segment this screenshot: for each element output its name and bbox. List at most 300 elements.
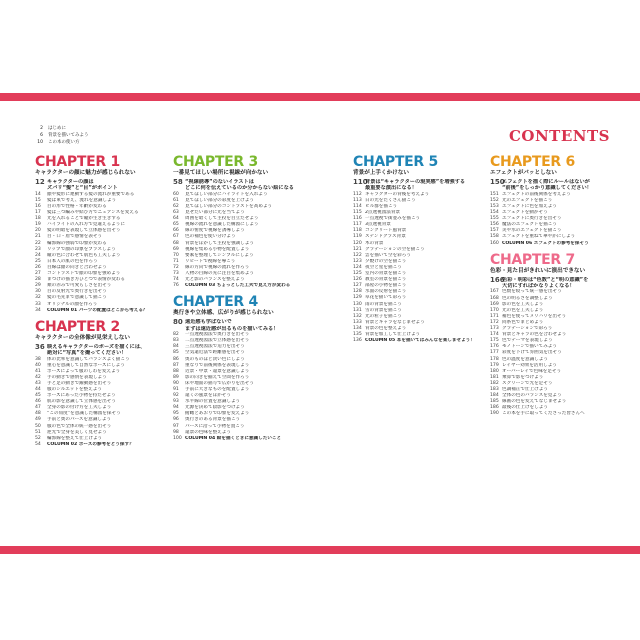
entry-page-number: 87: [173, 362, 179, 368]
entry-title: 顔や髪形に連動する髪の流れが重要である: [47, 191, 135, 197]
entry-page-number: 173: [490, 326, 499, 332]
entry-title: COLUMN 05 本を描いてはみんなを楽しませよう！: [365, 338, 475, 344]
toc-column-1: [35, 153, 167, 448]
entry-page-number: 160: [490, 240, 499, 246]
entry-page-number: 122: [353, 252, 362, 258]
entry-title: 日の光をたくさん描こう: [365, 197, 416, 203]
entry-title: 目線は顔の向きと合わせよう: [47, 264, 107, 270]
entry-title: 影の色を工夫しよう: [502, 301, 544, 307]
entry-page-number: 45: [35, 393, 41, 399]
entry-title: まずは遠近感が出るものを描いてみる！: [185, 325, 279, 332]
entry-title: 室内の背景を描こう: [365, 271, 407, 277]
entry-title: 夕焼けの空を描こう: [365, 258, 407, 264]
entry-page-number: 20: [35, 228, 41, 234]
entry-page-number: 86: [173, 356, 179, 362]
entry-title: 日本人の肌の色を作ろう: [47, 258, 98, 264]
entry-title: ステンドグラス背景: [365, 234, 406, 240]
entry-title: 光のエフェクトを描こう: [502, 197, 553, 203]
entry-page-number: 80: [173, 318, 183, 327]
entry-page-number: 58: [173, 178, 183, 186]
chapter-heading: CHAPTER 4: [173, 294, 258, 311]
entry-title: COLUMN 04 絵を描くときに意識したいこと: [185, 435, 282, 441]
entry-page-number: 60: [173, 191, 179, 197]
toc-entry[interactable]: [353, 338, 485, 344]
entry-page-number: 177: [490, 350, 499, 356]
entry-page-number: 168: [490, 295, 499, 301]
entry-page-number: 27: [35, 271, 41, 277]
entry-title: この本を手に取ってくださった皆さんへ: [502, 411, 585, 417]
entry-title: 雪の背景を描こう: [365, 307, 402, 313]
entry-title: 奥行きのある背景を描こう: [185, 417, 241, 423]
entry-title: 頬の赤みで可愛らしさを出そう: [47, 283, 112, 289]
toc-entry[interactable]: [173, 283, 305, 289]
toc-entry[interactable]: [490, 411, 622, 417]
entry-page-number: 153: [490, 204, 499, 209]
entry-title: 光源を決めて陰影をつけよう: [185, 405, 245, 411]
entry-title: 手と足の動きで躍動感を出そう: [47, 380, 112, 386]
entry-page-number: 116: [353, 216, 362, 222]
entry-title: 見てほしい部分の彩度を上げよう: [185, 197, 254, 203]
entry-title: 草花を描いて彩ろう: [365, 295, 407, 301]
entry-page-number: 54: [35, 441, 41, 447]
entry-title: コントラストで顔の印象を強めよう: [47, 271, 121, 277]
entry-page-number: 44: [35, 386, 41, 392]
entry-page-number: 152: [490, 197, 499, 203]
entry-title: 手前に大きなものを配置しよう: [185, 386, 250, 392]
entry-page-number: 16: [35, 204, 41, 209]
entry-title: 絶対に“写真”を撮ってください！: [47, 350, 127, 357]
entry-page-number: 38: [35, 356, 41, 362]
entry-title: “前後”をしっかり意識してください！: [502, 185, 592, 192]
entry-title: 髪の明暗を表現して立体感を出そう: [47, 228, 121, 234]
entry-title: 見てほしい部分にハイライトを入れよう: [185, 191, 268, 197]
chapter-subtitle: 一番見てほしい場所に視線が向かない: [173, 170, 269, 176]
entry-title: 教室の背景を描こう: [365, 277, 407, 283]
entry-page-number: 72: [173, 264, 179, 270]
entry-title: 大切にすればかなりよくなる！: [502, 283, 575, 290]
entry-page-number: 155: [490, 216, 499, 222]
entry-page-number: 95: [173, 411, 179, 417]
entry-title: どこに何を伝えているのか分からない絵になる: [185, 185, 294, 192]
entry-page-number: 21: [35, 234, 41, 240]
entry-title: 最重要な演出になる！: [365, 185, 417, 192]
entry-title: 近景・中景・遠景を意識しよう: [185, 368, 250, 374]
entry-title: 全身の影の付け方を工夫しよう: [47, 405, 112, 411]
entry-page-number: 182: [490, 380, 499, 386]
entry-page-number: 121: [353, 246, 362, 252]
entry-title: 遠近感も学ばないで: [185, 319, 232, 326]
entry-title: 最後の仕上げをしよう: [502, 405, 548, 411]
entry-page-number: 24: [35, 252, 41, 258]
chapter-heading: CHAPTER 7: [490, 251, 575, 268]
entry-page-number: 92: [173, 393, 179, 399]
entry-page-number: 117: [353, 222, 362, 228]
entry-title: エフェクトを重ねて華やかにしよう: [502, 234, 576, 240]
entry-page-number: 132: [353, 313, 362, 319]
entry-page-number: 76: [173, 283, 179, 289]
entry-title: 映えるキャラクターのポーズを描くには、: [47, 343, 146, 350]
entry-title: 輪郭線の強弱で印象が変わる: [47, 240, 107, 246]
entry-page-number: 171: [490, 313, 499, 319]
entry-title: COLUMN 03 ちょっとした工夫で見え方が変わる: [185, 283, 291, 289]
entry-page-number: 167: [490, 289, 499, 295]
entry-page-number: 68: [173, 240, 179, 246]
entry-page-number: 150: [490, 178, 505, 186]
entry-page-number: 14: [35, 191, 41, 197]
chapter-heading: CHAPTER 3: [173, 154, 258, 170]
entry-title: 周囲を暗くして主役を目立たせよう: [185, 216, 259, 222]
toc-column-3: [353, 153, 485, 344]
entry-page-number: 96: [173, 417, 179, 423]
entry-page-number: 119: [353, 234, 362, 240]
entry-page-number: 183: [490, 386, 499, 392]
chapter-gap: [173, 289, 305, 293]
entry-page-number: 151: [490, 191, 499, 197]
entry-page-number: 184: [490, 393, 499, 399]
entry-title: モノトーンで描いてみよう: [502, 344, 557, 350]
entry-page-number: 47: [35, 405, 41, 411]
entry-title: 背景の色を整えよう: [365, 325, 407, 331]
entry-title: COLUMN 01 パーツの配置はどこから考える？: [47, 307, 148, 313]
entry-title: 木の背景: [365, 240, 384, 246]
entry-page-number: 181: [490, 374, 499, 380]
entry-title: COLUMN 06 エフェクトの参考を探そう: [502, 240, 589, 246]
entry-title: 視線を集める小物を配置しよう: [185, 246, 250, 252]
entry-title: ズバリ“髪”と“目”がポイント: [47, 185, 118, 192]
entry-page-number: 36: [35, 342, 45, 351]
toc-column-2: [173, 153, 305, 442]
entry-page-number: 134: [353, 325, 362, 331]
entry-page-number: 123: [353, 258, 362, 264]
entry-page-number: 43: [35, 380, 41, 386]
entry-title: 炎や水のエフェクトを描こう: [502, 228, 562, 234]
entry-page-number: 90: [173, 380, 179, 386]
entry-title: “視線誘導”のないイラストは: [185, 179, 254, 185]
entry-title: ポーズにあった小物を持たせよう: [47, 393, 116, 399]
entry-page-number: 179: [490, 362, 499, 368]
entry-page-number: 93: [173, 399, 179, 405]
chapter-heading: CHAPTER 6: [490, 154, 575, 170]
entry-page-number: 29: [35, 283, 41, 289]
entry-title: 2点透視図法背景: [365, 210, 401, 216]
entry-page-number: 178: [490, 356, 499, 362]
entry-title: 色数を絞って統一感を出そう: [502, 289, 562, 295]
chapter-subtitle: 奥行きや立体感、広がりが感じられない: [173, 310, 274, 317]
entry-page-number: 185: [490, 399, 499, 405]
contents-title: CONTENTS: [508, 127, 610, 145]
entry-page-number: 136: [353, 338, 362, 344]
entry-page-number: 176: [490, 344, 499, 350]
entry-title: パースに沿って小物を置こう: [185, 423, 245, 429]
entry-title: 二点透視図法で立体感を出そう: [185, 338, 250, 344]
entry-page-number: 67: [173, 234, 179, 240]
entry-title: エフェクトを動かそう: [502, 210, 548, 216]
entry-page-number: 130: [353, 301, 362, 307]
entry-page-number: 49: [35, 417, 41, 423]
entry-title: 髪の毛先まで意識して描こう: [47, 295, 107, 301]
entry-title: 背景は“キャラクターの現実感”を増強する: [365, 179, 466, 185]
entry-page-number: 12: [35, 178, 45, 186]
entry-page-number: 25: [35, 258, 41, 264]
entry-page-number: 50: [35, 423, 41, 429]
entry-page-number: 63: [173, 210, 179, 216]
entry-title: 同系色でまとめよう: [502, 319, 544, 325]
entry-page-number: 97: [173, 423, 179, 429]
entry-page-number: 133: [353, 319, 362, 325]
entry-title: 水面の反射を描こう: [365, 289, 407, 295]
entry-page-number: 94: [173, 405, 179, 411]
bottom-color-band: [0, 546, 640, 554]
entry-page-number: 83: [173, 338, 179, 344]
entry-page-number: 174: [490, 332, 499, 338]
entry-page-number: 180: [490, 368, 499, 374]
entry-title: エフェクトに色を加えよう: [502, 204, 557, 209]
entry-title: キャラクターの背後を考えよう: [365, 191, 430, 197]
entry-page-number: 23: [35, 246, 41, 252]
entry-page-number: 131: [353, 307, 362, 313]
entry-title: キャラクターの顔は: [47, 179, 94, 185]
entry-page-number: 46: [35, 399, 41, 405]
entry-page-number: 98: [173, 429, 179, 435]
entry-title: 視線の流れを意識した構図にしよう: [185, 222, 259, 228]
entry-title: ハイライトの入れ方で見違えるように: [47, 222, 125, 228]
entry-title: 補色を使ってメリハリを出そう: [502, 313, 567, 319]
entry-title: 線の密度で視線を誘導しよう: [185, 228, 245, 234]
entry-page-number: 100: [173, 435, 182, 441]
entry-page-number: 190: [490, 411, 499, 417]
toc-entry[interactable]: [35, 442, 167, 448]
chapter-subtitle: エフェクトがパッとしない: [490, 170, 557, 176]
entry-title: グラデーションで彩ろう: [502, 326, 553, 332]
entry-title: 彩度を下げて雰囲気を出そう: [502, 350, 562, 356]
entry-page-number: 110: [353, 178, 368, 186]
entry-title: 線画の色を変えてなじませよう: [502, 399, 567, 405]
entry-title: 光を入れることで瞳が生き生きする: [47, 216, 121, 222]
entry-title: 線の方向で視線の流れを作ろう: [185, 264, 250, 270]
entry-page-number: 26: [35, 264, 41, 270]
entry-title: 見せたい部分に光を当てよう: [185, 210, 245, 216]
entry-page-number: 124: [353, 264, 362, 270]
entry-title: 人物の目線の先に注目を集めよう: [185, 271, 254, 277]
entry-page-number: 158: [490, 234, 499, 240]
entry-title: 三点透視図法で迫力を出そう: [185, 344, 245, 350]
entry-title: 輪郭線を整えて仕上げよう: [47, 435, 103, 441]
entry-title: 背景とキャラをなじませよう: [365, 319, 425, 325]
toc-page: [35, 125, 610, 540]
chapter-heading: CHAPTER 1: [35, 154, 120, 170]
entry-title: 色彩・明彩は“色数”と“明の意識”を: [502, 276, 589, 283]
entry-title: 肌の影を意識して立体感を出そう: [47, 399, 116, 405]
entry-title: コンクリート風背景: [365, 228, 407, 234]
entry-title: 背景とキャラの色を合わせよう: [502, 332, 567, 338]
entry-page-number: 113: [353, 197, 362, 203]
entry-title: まつげの描き方ひとつで表情が変わる: [47, 277, 126, 283]
entry-title: 色の温度を意識しよう: [502, 356, 548, 362]
entry-page-number: 62: [173, 204, 179, 209]
chapter-gap: [490, 247, 622, 251]
entry-page-number: 17: [35, 210, 41, 216]
entry-page-number: 61: [173, 197, 179, 203]
entry-title: エフェクトに奥行きを出そう: [502, 216, 562, 222]
entry-title: 背景をぼかして主役を強調しよう: [185, 240, 254, 246]
intro-item: 2 はじめに: [40, 126, 66, 131]
entry-title: 影の向きを揃えて空間を作ろう: [185, 374, 250, 380]
intro-item: 6 背景を描いてみよう: [40, 133, 89, 138]
entry-title: ビル群を描こう: [365, 204, 398, 209]
entry-title: レイヤー効果を活用しよう: [502, 362, 557, 368]
entry-page-number: 88: [173, 368, 179, 374]
chapter-gap: [35, 314, 167, 318]
entry-page-number: 34: [35, 307, 41, 313]
entry-title: 要素を整理してシンプルにしよう: [185, 252, 254, 258]
entry-page-number: 126: [353, 277, 362, 283]
entry-page-number: 65: [173, 222, 179, 228]
entry-page-number: 19: [35, 222, 41, 228]
chapter-subtitle: 背景が上手くかけない: [353, 170, 409, 176]
entry-page-number: 114: [353, 204, 362, 209]
entry-page-number: 70: [173, 252, 179, 258]
entry-title: 色の明るさを調整しよう: [502, 295, 553, 301]
entry-title: 遠くの風景をぼかそう: [185, 393, 231, 399]
entry-page-number: 115: [353, 210, 362, 216]
entry-page-number: 30: [35, 289, 41, 295]
entry-title: 手の動きで感情を表現しよう: [47, 374, 107, 380]
entry-title: 水平線の位置を意識しよう: [185, 399, 241, 405]
entry-title: オーバーレイで色味を足そう: [502, 368, 562, 374]
toc-column-4: [490, 153, 622, 417]
intro-item: 10 この本の使い方: [37, 140, 80, 145]
entry-title: 夜空と星を描こう: [365, 264, 402, 270]
entry-title: 髪は三つ編みや結び方でニュアンスを変える: [47, 210, 139, 216]
entry-title: 色でテーマを表現しよう: [502, 338, 553, 344]
entry-page-number: 166: [490, 275, 505, 284]
entry-title: スクリーンで光を足そう: [502, 380, 553, 386]
entry-title: 髪は束で考え、流れを意識しよう: [47, 197, 117, 203]
entry-page-number: 135: [353, 331, 362, 337]
entry-title: 雲を描いて空を彩ろう: [365, 252, 411, 258]
entry-title: 一点透視で街並みを描こう: [365, 216, 421, 222]
entry-page-number: 69: [173, 246, 179, 252]
entry-title: 服の色で全体の統一感を出そう: [47, 423, 112, 429]
entry-page-number: 154: [490, 210, 499, 216]
entry-title: COLUMN 02 ポーズの参考をどう探す？: [47, 441, 134, 447]
entry-title: 奥のものほど淡い色にしよう: [185, 356, 245, 362]
entry-page-number: 71: [173, 258, 179, 264]
entry-title: 色調補正で仕上げよう: [502, 386, 548, 392]
entry-title: 一点透視図法で奥行きを出そう: [185, 332, 250, 338]
entry-title: エフェクトの前後関係を考えよう: [502, 191, 571, 197]
entry-title: 色の補色を使い分けよう: [185, 234, 236, 240]
entry-title: 3点透視背景: [365, 222, 391, 228]
entry-title: 見てほしい部分のコントラストを高めよう: [185, 204, 273, 209]
entry-page-number: 85: [173, 350, 179, 356]
entry-title: 雨の背景を描こう: [365, 301, 402, 307]
toc-entry[interactable]: [35, 308, 167, 314]
entry-title: 光と影のバランスを整えよう: [185, 277, 245, 283]
entry-title: 光の粒子を描こう: [365, 313, 402, 319]
entry-title: 背景を加工して仕上げよう: [365, 331, 421, 337]
entry-page-number: 40: [35, 362, 41, 368]
entry-page-number: 118: [353, 228, 362, 234]
entry-page-number: 32: [35, 295, 41, 301]
entry-page-number: 22: [35, 240, 41, 246]
entry-page-number: 48: [35, 411, 41, 417]
entry-page-number: 51: [35, 429, 41, 435]
entry-page-number: 33: [35, 301, 41, 307]
entry-title: “この角度”を意識した構図を探そう: [47, 411, 121, 417]
entry-page-number: 156: [490, 222, 499, 228]
entry-title: 重心を意識して自然なポーズにしよう: [47, 362, 125, 368]
entry-page-number: 186: [490, 405, 499, 411]
entry-title: 全体の色のバランスを見よう: [502, 393, 562, 399]
entry-title: 部屋の小物を描こう: [365, 283, 407, 289]
entry-page-number: 170: [490, 307, 499, 313]
entry-page-number: 125: [353, 271, 362, 277]
entry-page-number: 128: [353, 289, 362, 295]
entry-page-number: 64: [173, 216, 179, 222]
entry-page-number: 169: [490, 301, 499, 307]
entry-page-number: 89: [173, 374, 179, 380]
entry-page-number: 18: [35, 216, 41, 222]
top-color-band: [0, 93, 640, 101]
chapter-subtitle: キャラクターの顔に魅力が感じられない: [35, 170, 136, 176]
entry-title: 乗算で影をつけよう: [502, 374, 544, 380]
entry-title: 目・口・眉で感情を表そう: [47, 234, 103, 240]
entry-title: 重なりで前後関係を表現しよう: [185, 362, 250, 368]
entry-title: 逆光で全身を美しく見せよう: [47, 429, 107, 435]
entry-page-number: 129: [353, 295, 362, 301]
entry-title: リピートで視線を導こう: [185, 258, 236, 264]
entry-title: グラデーションの空を描こう: [365, 246, 425, 252]
entry-title: 目の形で性格・年齢が変わる: [47, 204, 107, 209]
chapter-subtitle: 色彩・見た目がきれいに演出できない: [490, 267, 586, 274]
entry-title: 空気遠近法で距離感を出そう: [185, 350, 245, 356]
entry-page-number: 82: [173, 332, 179, 338]
entry-title: 目の反射光で奥行きを出そう: [47, 289, 107, 295]
entry-title: 遠景の色味を整えよう: [185, 429, 231, 435]
entry-title: エフェクトを描く際にルールはないが: [502, 179, 590, 185]
entry-title: 服のシルエットを整えよう: [47, 386, 102, 392]
chapter-subtitle: キャラクターの全体像が見栄えしない: [35, 334, 130, 341]
entry-page-number: 120: [353, 240, 362, 246]
entry-title: 床や地面の描写で広がりを出そう: [185, 380, 254, 386]
entry-title: 俯瞰とあおりで印象を変えよう: [185, 411, 250, 417]
entry-page-number: 73: [173, 271, 179, 277]
entry-title: 魔法のエフェクトを描こう: [502, 222, 557, 228]
entry-page-number: 74: [173, 277, 179, 283]
entry-page-number: 52: [35, 435, 41, 441]
entry-page-number: 41: [35, 368, 41, 374]
entry-title: 手前と奥のパースを意識しよう: [47, 417, 112, 423]
entry-page-number: 112: [353, 191, 362, 197]
intro-list: [35, 125, 89, 146]
toc-entry[interactable]: [173, 436, 305, 442]
chapter-heading: CHAPTER 5: [353, 154, 438, 170]
entry-page-number: 66: [173, 228, 179, 234]
entry-page-number: 42: [35, 374, 41, 380]
entry-page-number: 15: [35, 197, 41, 203]
entry-title: ポーズによって服のしわを変えよう: [47, 368, 121, 374]
entry-page-number: 175: [490, 338, 499, 344]
entry-title: オリジナルの顔を作ろう: [47, 301, 98, 307]
entry-page-number: 172: [490, 319, 499, 325]
entry-title: 瞳の色に合わせて肌色も工夫しよう: [47, 252, 121, 258]
chapter-heading: CHAPTER 2: [35, 318, 120, 335]
entry-page-number: 127: [353, 283, 362, 289]
entry-page-number: 28: [35, 277, 41, 283]
entry-page-number: 91: [173, 386, 179, 392]
entry-page-number: 157: [490, 228, 499, 234]
